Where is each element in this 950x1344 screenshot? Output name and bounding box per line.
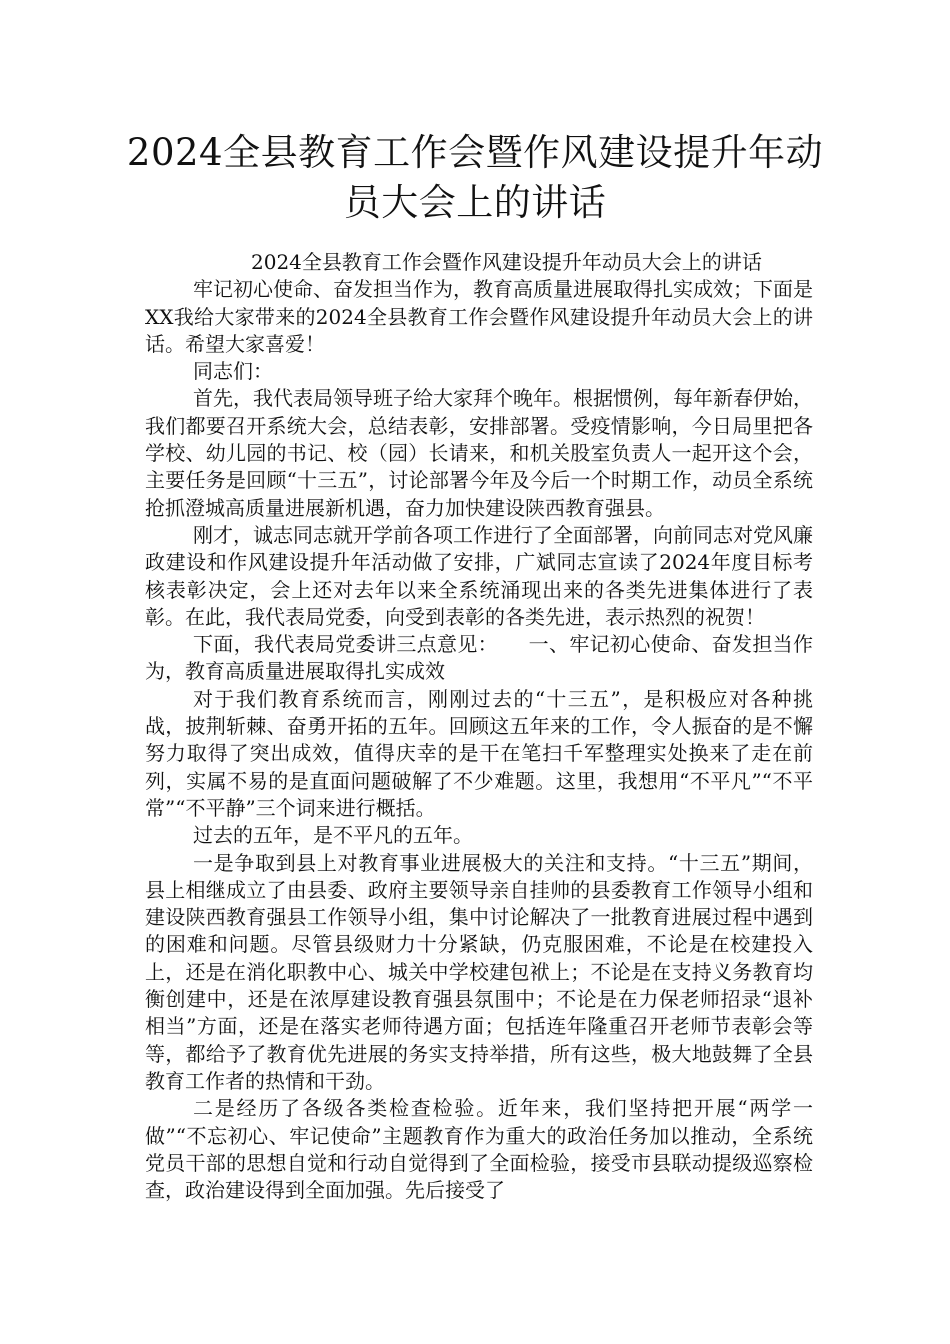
body-paragraph: 过去的五年，是不平凡的五年。 <box>193 823 473 848</box>
body-paragraph: 首先，我代表局领导班子给大家拜个晚年。根据惯例，每年新春伊始，我们都要召开系统大会，总结表彰，安排部署。受疫情影响，今日局里把各学校、幼儿园的书记、校（园）长请来，和机关股室负责人一起开这个会，主要任务是回顾“十三五”，讨论部署今年及今后一个时期工作，动员全系统抢抓澄城高质量进展新机遇，奋力加快建设陕西教育强县。 <box>145 386 813 520</box>
body-paragraph-intro: 牢记初心使命、奋发担当作为，教育高质量进展取得扎实成效；下面是XX我给大家带来的2024全县教育工作会暨作风建设提升年动员大会上的讲话。希望大家喜爱！ <box>145 277 813 356</box>
body-paragraph: 二是经历了各级各类检查检验。近年来，我们坚持把开展“两学一做”“不忘初心、牢记使命”主题教育作为重大的政治任务加以推动，全系统党员干部的思想自觉和行动自觉得到了全面检验，接受市县联动提级巡察检查，政治建设得到全面加强。先后接受了 <box>145 1096 813 1203</box>
body-paragraph: 一是争取到县上对教育事业进展极大的关注和支持。“十三五”期间，县上相继成立了由县委、政府主要领导亲自挂帅的县委教育工作领导小组和建设陕西教育强县工作领导小组，集中讨论解决了一批教育进展过程中遇到的困难和问题。尽管县级财力十分紧缺，仍克服困难，不论是在校建投入上，还是在消化职教中心、城关中学校建包袱上；不论是在支持义务教育均衡创建中，还是在浓厚建设教育强县氛围中；不论是在力保老师招录“退补相当”方面，还是在落实老师待遇方面；包括连年隆重召开老师节表彰会等等，都给予了教育优先进展的务实支持举措，所有这些，极大地鼓舞了全县教育工作者的热情和干劲。 <box>145 850 813 1093</box>
body-paragraph-salutation: 同志们： <box>193 359 273 384</box>
body-paragraph: 对于我们教育系统而言，刚刚过去的“十三五”，是积极应对各种挑战，披荆斩棘、奋勇开拓的五年。回顾这五年来的工作，令人振奋的是不懈努力取得了突出成效，值得庆幸的是干在笔扫千军整理实处换来了走在前列，实属不易的是直面问题破解了不少难题。这里，我想用“不平凡”“不平常”“不平静”三个词来进行概括。 <box>145 686 813 820</box>
body-paragraph-subtitle: 2024全县教育工作会暨作风建设提升年动员大会上的讲话 <box>251 250 762 274</box>
document-title: 2024全县教育工作会暨作风建设提升年动员大会上的讲话 <box>126 131 824 224</box>
document-body <box>145 249 813 1204</box>
body-paragraph-section-heading: 下面，我代表局党委讲三点意见： 一、牢记初心使命、奋发担当作为，教育高质量进展取得扎实成效 <box>145 632 813 684</box>
body-paragraph: 刚才，诚志同志就开学前各项工作进行了全面部署，向前同志对党风廉政建设和作风建设提升年活动做了安排，广斌同志宣读了2024年度目标考核表彰决定，会上还对去年以来全系统涌现出来的各类先进集体进行了表彰。在此，我代表局党委，向受到表彰的各类先进，表示热烈的祝贺！ <box>145 522 813 629</box>
